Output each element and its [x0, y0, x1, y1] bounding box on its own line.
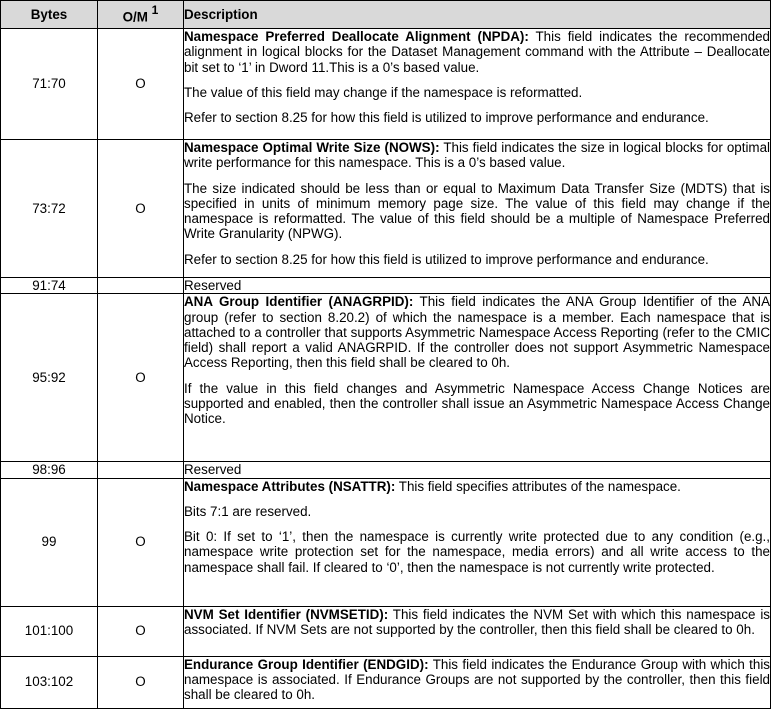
cell-bytes: 95:92	[1, 294, 98, 462]
table-row	[1, 462, 771, 478]
description-paragraph	[184, 252, 770, 267]
field-name: Namespace Optimal Write Size (NOWS):	[184, 140, 440, 155]
cell-om: O	[98, 29, 184, 140]
field-text: The value of this field may change if the namespace is reformatted.	[184, 84, 583, 100]
cell-bytes: 91:74	[1, 278, 98, 294]
cell-description	[184, 462, 771, 478]
cell-bytes: 101:100	[1, 606, 98, 656]
table-row	[1, 29, 771, 140]
cell-om	[98, 462, 184, 478]
header-description: Description	[184, 1, 771, 29]
table-row	[1, 278, 771, 294]
field-text: Refer to section 8.25 for how this field is utilized to improve performance and endurance.	[184, 251, 709, 267]
field-text: This field indicates the Endurance Group with which this namespace is associated. If Endurance Groups are not supported by the controller, then this field shall be cleared to 0h.	[184, 656, 770, 703]
header-om-footnote: 1	[151, 2, 159, 17]
field-text: This field indicates the recommended alignment in logical blocks for the Dataset Management command with the Attribute – Deallocate bit set to ‘1’ in Dword 11.This is a 0’s based value.	[184, 29, 771, 75]
description-paragraph	[184, 294, 770, 370]
cell-description	[184, 606, 771, 656]
field-text: This field indicates the size in logical blocks for optimal write performance for this namespace. This is a 0’s based value.	[184, 140, 771, 171]
description-paragraph	[184, 657, 770, 703]
field-text: This field indicates the ANA Group Identifier of the ANA group (refer to section 8.20.2) of which the namespace is a member. Each namespace that is attached to a controller that supports Asymmetric Namespace Access Reporting (refer to the CMIC field) shall report a valid ANAGRPID. If the controller does not support Asymmetric Namespace Access Reporting, then this field shall be cleared to 0h.	[184, 294, 771, 371]
field-text: If the value in this field changes and Asymmetric Namespace Access Change Notices are supported and enabled, then the controller shall issue an Asymmetric Namespace Access Change Notice.	[184, 380, 770, 427]
cell-om: O	[98, 140, 184, 278]
cell-bytes: 98:96	[1, 462, 98, 478]
cell-om: O	[98, 656, 184, 708]
header-bytes: Bytes	[1, 1, 98, 29]
field-text: Reserved	[184, 278, 242, 293]
field-name: NVM Set Identifier (NVMSETID):	[184, 606, 389, 622]
description-paragraph	[184, 607, 770, 638]
cell-om	[98, 278, 184, 294]
description-paragraph	[184, 278, 770, 293]
cell-om: O	[98, 478, 184, 606]
description-paragraph	[184, 462, 770, 477]
field-text: The size indicated should be less than or equal to Maximum Data Transfer Size (MDTS) that is specified in units of minimum memory page size. The value of this field may change if the namespace is reformatted. The value of this field should be a multiple of Namespace Preferred Write Granularity (NPWG).	[184, 180, 770, 242]
table-row	[1, 478, 771, 606]
field-name: Endurance Group Identifier (ENDGID):	[184, 656, 429, 672]
description-paragraph	[184, 140, 770, 171]
cell-description	[184, 656, 771, 708]
table-body	[1, 29, 771, 709]
description-paragraph	[184, 181, 770, 242]
field-text: Reserved	[184, 462, 242, 478]
field-text: Bits 7:1 are reserved.	[184, 503, 312, 519]
description-paragraph	[184, 381, 770, 427]
cell-description	[184, 478, 771, 606]
description-paragraph	[184, 529, 770, 575]
field-text: This field indicates the NVM Set with which this namespace is associated. If NVM Sets are not supported by the controller, then this field shall be cleared to 0h.	[184, 606, 770, 637]
cell-bytes: 73:72	[1, 140, 98, 278]
description-paragraph	[184, 479, 770, 494]
field-text: This field specifies attributes of the namespace.	[395, 478, 681, 494]
header-om	[98, 1, 184, 29]
header-om-label: O/M	[122, 9, 148, 25]
field-name: Namespace Preferred Deallocate Alignment (NPDA):	[184, 29, 529, 44]
cell-bytes: 71:70	[1, 29, 98, 140]
cell-description	[184, 294, 771, 462]
cell-bytes: 103:102	[1, 656, 98, 708]
field-text: Bit 0: If set to ‘1’, then the namespace is currently write protected due to any condition (e.g., namespace write protection set for the namespace, media errors) and all write access to the namespace shall fail. If cleared to ‘0’, then the namespace is not currently write protected.	[184, 529, 770, 575]
description-paragraph	[184, 504, 770, 519]
table-row	[1, 294, 771, 462]
cell-om: O	[98, 606, 184, 656]
field-text: Refer to section 8.25 for how this field is utilized to improve performance and endurance.	[184, 110, 709, 126]
table-row	[1, 140, 771, 278]
cell-description	[184, 29, 771, 140]
cell-om: O	[98, 294, 184, 462]
table-row	[1, 606, 771, 656]
table-row	[1, 656, 771, 708]
header-row	[1, 1, 771, 29]
description-paragraph	[184, 29, 770, 75]
field-name: ANA Group Identifier (ANAGRPID):	[184, 294, 414, 310]
cell-description	[184, 278, 771, 294]
cell-bytes: 99	[1, 478, 98, 606]
cell-description	[184, 140, 771, 278]
description-paragraph	[184, 110, 770, 125]
description-paragraph	[184, 85, 770, 100]
field-name: Namespace Attributes (NSATTR):	[184, 478, 396, 494]
